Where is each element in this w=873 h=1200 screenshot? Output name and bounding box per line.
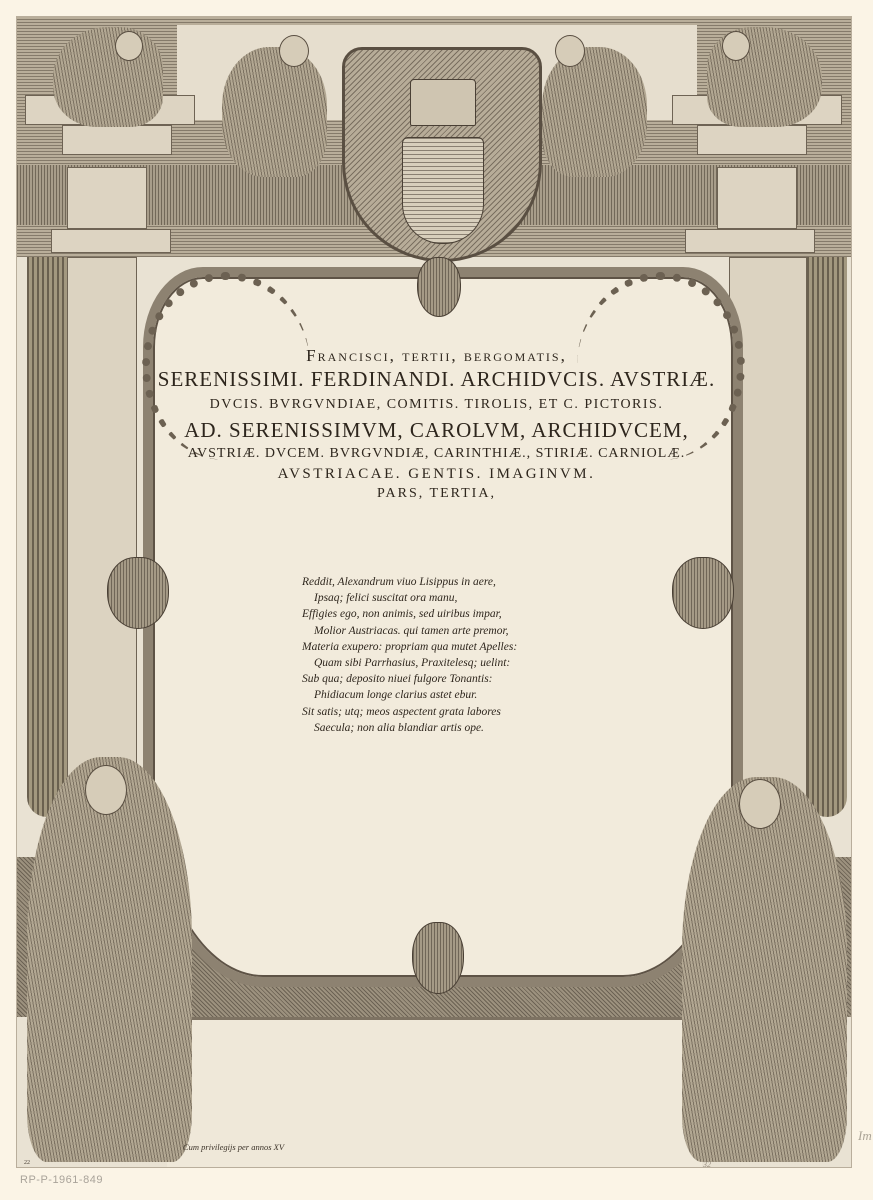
heraldic-shield-icon: [402, 137, 484, 244]
putto-far-left: [53, 27, 163, 127]
verse-line: Sub qua; deposito niuei fulgore Tonantis:: [302, 673, 493, 686]
top-grotesque-mask: [417, 257, 461, 317]
inscription-line-7: PARS, TERTIA,: [377, 486, 496, 501]
left-cornice-lower: [62, 125, 172, 155]
verse-line: Ipsaq; felici suscitat ora manu,: [314, 592, 458, 605]
verse-line: Effigies ego, non animis, sed uiribus impar,: [302, 608, 502, 621]
latin-verse: [302, 574, 602, 736]
archducal-crown-icon: [410, 79, 476, 126]
left-curtain: [27, 257, 67, 817]
right-grotesque-mask: [672, 557, 734, 629]
putto-left: [222, 47, 327, 177]
right-pillar-capital: [717, 167, 797, 229]
putto-far-left-head: [115, 31, 143, 61]
inscription-line-5: AVSTRIÆ. DVCEM. BVRGVNDIÆ, CARINTHIÆ., STIRIÆ. CARNIOLÆ.: [187, 446, 686, 461]
putto-left-head: [279, 35, 309, 67]
right-curtain: [807, 257, 847, 817]
left-pillar-abacus: [51, 229, 171, 253]
allegorical-figure-left: [27, 757, 192, 1162]
putto-far-right-head: [722, 31, 750, 61]
verse-line: Molior Austriacas. qui tamen arte premor,: [314, 624, 509, 637]
inscription-line-1: Francisci, tertii, bergomatis,: [306, 346, 567, 365]
plate-number-left: 22: [24, 1160, 30, 1166]
verse-line: Phidiacum longe clarius astet ebur.: [314, 689, 478, 702]
bottom-grotesque-mask: [412, 922, 464, 994]
verse-line: Reddit, Alexandrum viuo Lisippus in aere,: [302, 576, 496, 588]
plate-number-right: 32: [703, 1160, 711, 1169]
left-figure-head: [85, 765, 127, 815]
margin-note: Im: [858, 1128, 872, 1143]
left-grotesque-mask: [107, 557, 169, 629]
right-figure-head: [739, 779, 781, 829]
inscription-line-6: AVSTRIACAE. GENTIS. IMAGINVM.: [277, 466, 596, 482]
verse-line: Sit satis; utq; meos aspectent grata labores: [302, 705, 501, 718]
inscription-line-4: AD. SERENISSIMVM, CAROLVM, ARCHIDVCEM,: [184, 418, 689, 442]
putto-right: [542, 47, 647, 177]
allegorical-figure-right: [682, 777, 847, 1162]
inscription-line-3: DVCIS. BVRGVNDIAE, COMITIS. TIROLIS, ET C. PICTORIS.: [209, 397, 664, 412]
verse-line: Saecula; non alia blandiar artis ope.: [314, 721, 484, 734]
left-pillar-capital: [67, 167, 147, 229]
putto-right-head: [555, 35, 585, 67]
inscription-line-2: SERENISSIMI. FERDINANDI. ARCHIDVCIS. AVSTRIÆ.: [157, 367, 716, 391]
privilege-notice: Cum privilegijs per annos XV: [183, 1142, 285, 1152]
right-cornice-lower: [697, 125, 807, 155]
right-pillar-abacus: [685, 229, 815, 253]
verse-line: Quam sibi Parrhasius, Praxitelesq; uelint:: [314, 657, 511, 670]
inventory-number: RP-P-1961-849: [20, 1174, 103, 1186]
verse-line: Materia exupero: propriam qua mutet Apelles:: [302, 640, 518, 653]
